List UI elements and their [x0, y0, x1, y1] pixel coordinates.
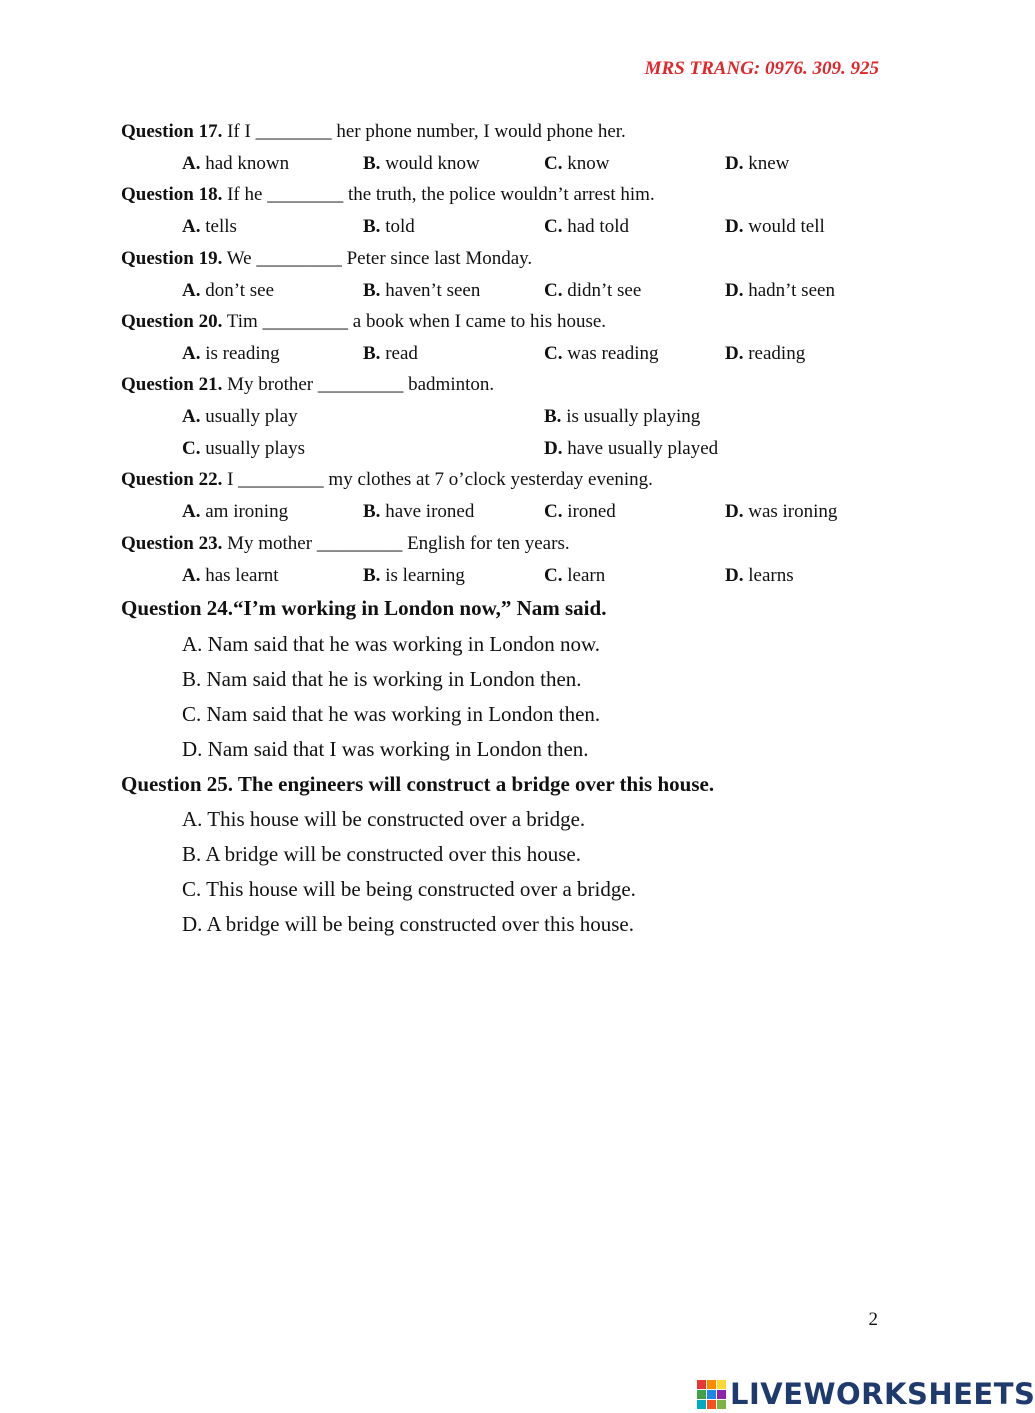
- option-letter: C.: [544, 280, 563, 301]
- question-23: [121, 533, 570, 555]
- option-a[interactable]: [182, 501, 288, 523]
- question-label: Question 18.: [121, 184, 223, 205]
- option-b[interactable]: [363, 501, 474, 523]
- question-24: [121, 596, 606, 621]
- question-17: [121, 121, 626, 143]
- logo-square: [707, 1400, 716, 1409]
- option-text: knew: [743, 153, 790, 174]
- option-b[interactable]: [544, 406, 700, 428]
- question-19: [121, 248, 532, 270]
- option-c[interactable]: C. Nam said that he was working in London then.: [182, 702, 601, 726]
- logo-square: [697, 1380, 706, 1389]
- option-text: was reading: [562, 343, 659, 364]
- option-text: is learning: [380, 565, 465, 586]
- option-d[interactable]: D. A bridge will be being constructed over this house.: [182, 912, 635, 936]
- question-text: .“I’m working in London now,” Nam said.: [227, 596, 607, 620]
- option-b[interactable]: [363, 280, 480, 302]
- question-label: Question 25.: [121, 772, 234, 796]
- option-letter: D.: [725, 216, 744, 237]
- option-letter: A.: [182, 153, 201, 174]
- logo-square: [717, 1380, 726, 1389]
- option-a[interactable]: [182, 406, 298, 428]
- option-text: reading: [743, 343, 806, 364]
- logo-square: [697, 1400, 706, 1409]
- question-text: My mother _________ English for ten years.: [222, 533, 570, 554]
- question-text: My brother _________ badminton.: [222, 374, 495, 395]
- option-letter: B.: [544, 406, 562, 427]
- question-label: Question 17.: [121, 121, 223, 142]
- option-text: don’t see: [200, 280, 275, 301]
- question-label: Question 21.: [121, 374, 223, 395]
- option-d[interactable]: [725, 501, 837, 523]
- option-text: had known: [200, 153, 290, 174]
- liveworksheets-logo[interactable]: [697, 1377, 1035, 1411]
- option-letter: B.: [363, 565, 381, 586]
- option-c[interactable]: [182, 438, 305, 460]
- option-letter: D.: [544, 438, 563, 459]
- option-letter: B.: [363, 501, 381, 522]
- option-a[interactable]: A. Nam said that he was working in London now.: [182, 632, 600, 656]
- option-d[interactable]: [725, 565, 794, 587]
- option-letter: C.: [182, 438, 201, 459]
- logo-square: [707, 1380, 716, 1389]
- option-b[interactable]: [363, 565, 465, 587]
- option-letter: A.: [182, 565, 201, 586]
- option-d[interactable]: [725, 153, 789, 175]
- option-a[interactable]: A. This house will be constructed over a bridge.: [182, 807, 586, 831]
- question-label: Question 24: [121, 596, 228, 620]
- question-label: Question 23.: [121, 533, 223, 554]
- question-22: [121, 469, 653, 491]
- option-letter: C.: [544, 216, 563, 237]
- option-text: learns: [743, 565, 794, 586]
- option-a[interactable]: [182, 216, 237, 238]
- logo-square: [717, 1390, 726, 1399]
- option-text: have ironed: [380, 501, 475, 522]
- option-b[interactable]: [363, 343, 418, 365]
- question-text: The engineers will construct a bridge over this house.: [233, 772, 715, 796]
- option-text: had told: [562, 216, 629, 237]
- option-d[interactable]: [544, 438, 718, 460]
- question-text: We _________ Peter since last Monday.: [222, 248, 533, 269]
- option-text: ironed: [562, 501, 616, 522]
- question-text: I _________ my clothes at 7 o’clock yesterday evening.: [222, 469, 653, 490]
- question-25: [121, 772, 714, 797]
- option-c[interactable]: [544, 280, 641, 302]
- option-text: would know: [380, 153, 480, 174]
- option-letter: B.: [363, 343, 381, 364]
- option-letter: A.: [182, 343, 201, 364]
- option-text: told: [380, 216, 415, 237]
- option-letter: D.: [725, 565, 744, 586]
- option-d[interactable]: [725, 216, 825, 238]
- logo-square: [717, 1400, 726, 1409]
- option-text: usually play: [200, 406, 298, 427]
- logo-square: [697, 1390, 706, 1399]
- option-b[interactable]: B. Nam said that he is working in London then.: [182, 667, 582, 691]
- option-c[interactable]: [544, 216, 629, 238]
- question-text: If he ________ the truth, the police wouldn’t arrest him.: [222, 184, 655, 205]
- option-letter: A.: [182, 216, 201, 237]
- question-text: Tim _________ a book when I came to his house.: [222, 311, 607, 332]
- option-letter: C.: [544, 565, 563, 586]
- option-c[interactable]: [544, 565, 605, 587]
- option-text: read: [380, 343, 418, 364]
- question-18: [121, 184, 655, 206]
- option-letter: B.: [363, 153, 381, 174]
- logo-square: [707, 1390, 716, 1399]
- option-letter: A.: [182, 501, 201, 522]
- option-b[interactable]: [363, 216, 415, 238]
- option-text: didn’t see: [562, 280, 642, 301]
- option-text: know: [562, 153, 610, 174]
- question-text: If I ________ her phone number, I would phone her.: [222, 121, 626, 142]
- option-a[interactable]: [182, 153, 289, 175]
- option-text: haven’t seen: [380, 280, 481, 301]
- option-a[interactable]: [182, 565, 279, 587]
- option-c[interactable]: [544, 501, 616, 523]
- page-number: 2: [868, 1309, 878, 1330]
- option-d[interactable]: [725, 280, 835, 302]
- logo-text: LIVEWORKSHEETS: [730, 1377, 1035, 1411]
- option-text: usually plays: [200, 438, 305, 459]
- option-text: am ironing: [200, 501, 289, 522]
- question-20: [121, 311, 606, 333]
- option-a[interactable]: [182, 343, 280, 365]
- option-text: is usually playing: [561, 406, 701, 427]
- option-text: hadn’t seen: [743, 280, 835, 301]
- header-contact: MRS TRANG: 0976. 309. 925: [644, 58, 879, 79]
- option-text: has learnt: [200, 565, 279, 586]
- option-letter: D.: [725, 501, 744, 522]
- logo-grid-icon: [697, 1380, 726, 1409]
- option-text: tells: [200, 216, 237, 237]
- option-c[interactable]: [544, 153, 609, 175]
- option-b[interactable]: [363, 153, 480, 175]
- option-letter: C.: [544, 343, 563, 364]
- question-label: Question 19.: [121, 248, 223, 269]
- option-a[interactable]: [182, 280, 274, 302]
- option-text: learn: [562, 565, 606, 586]
- option-c[interactable]: [544, 343, 659, 365]
- option-letter: D.: [725, 153, 744, 174]
- option-d[interactable]: D. Nam said that I was working in London then.: [182, 737, 589, 761]
- option-text: would tell: [743, 216, 825, 237]
- option-d[interactable]: [725, 343, 805, 365]
- option-letter: C.: [544, 153, 563, 174]
- option-letter: B.: [363, 216, 381, 237]
- question-label: Question 22.: [121, 469, 223, 490]
- option-text: have usually played: [562, 438, 719, 459]
- option-letter: C.: [544, 501, 563, 522]
- question-21: [121, 374, 494, 396]
- option-letter: B.: [363, 280, 381, 301]
- option-text: was ironing: [743, 501, 838, 522]
- option-c[interactable]: C. This house will be being constructed over a bridge.: [182, 877, 636, 901]
- option-b[interactable]: B. A bridge will be constructed over this house.: [182, 842, 581, 866]
- option-letter: D.: [725, 343, 744, 364]
- option-text: is reading: [200, 343, 280, 364]
- option-letter: A.: [182, 406, 201, 427]
- option-letter: A.: [182, 280, 201, 301]
- question-label: Question 20.: [121, 311, 223, 332]
- option-letter: D.: [725, 280, 744, 301]
